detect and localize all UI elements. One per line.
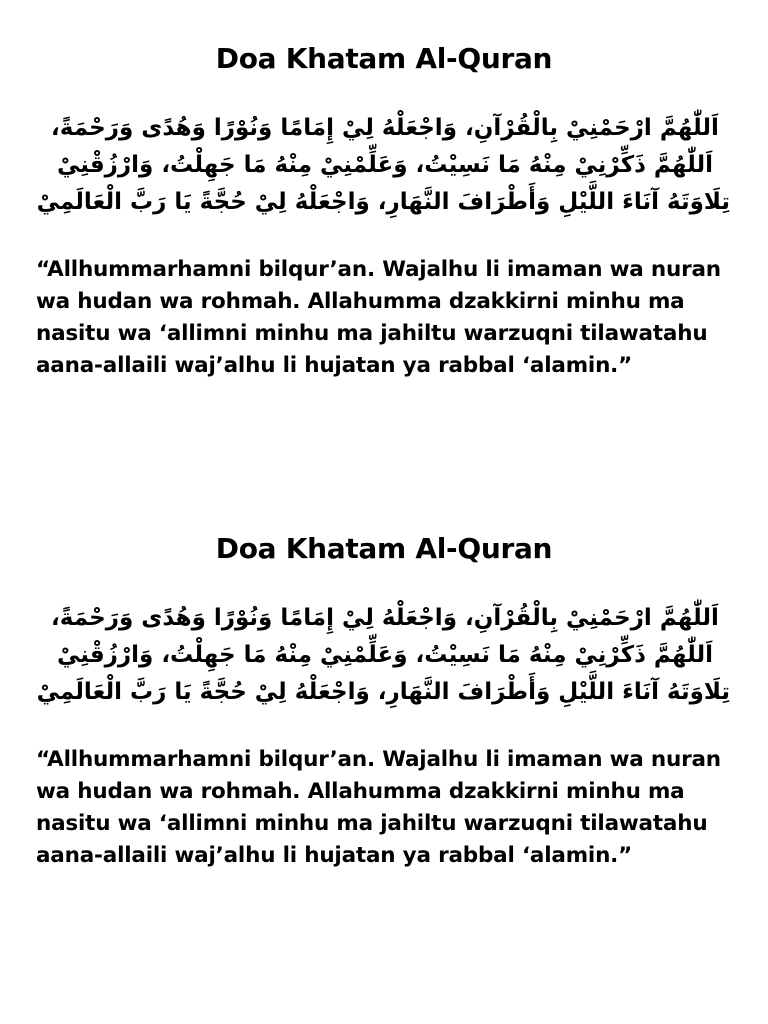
arabic-line: اَللّٰهُمَّ ذَكِّرْنِيْ مِنْهُ مَا نَسِيْتُ، وَعَلِّمْنِيْ مِنْهُ مَا جَهِلْتُ، وَارْزُقْنِيْ	[56, 642, 714, 668]
arabic-text	[36, 110, 730, 221]
prayer-title: Doa Khatam Al-Quran	[215, 532, 553, 565]
arabic-line: اَللّٰهُمَّ ارْحَمْنِيْ بِالْقُرْآنِ، وَاجْعَلْهُ لِيْ إِمَامًا وَنُوْرًا وَهُدًى وَرَحْمَةً،	[51, 115, 719, 141]
arabic-text	[36, 600, 730, 711]
arabic-line: اَللّٰهُمَّ ذَكِّرْنِيْ مِنْهُ مَا نَسِيْتُ، وَعَلِّمْنِيْ مِنْهُ مَا جَهِلْتُ، وَارْزُقْنِيْ	[56, 152, 714, 178]
prayer-card	[0, 0, 768, 470]
arabic-line: تِلَاوَتَهُ آنَاءَ اللَّيْلِ وَأَطْرَافَ النَّهَارِ، وَاجْعَلْهُ لِيْ حُجَّةً يَا رَبَّ الْعَالَمِيْ	[36, 189, 730, 215]
prayer-title: Doa Khatam Al-Quran	[215, 42, 553, 75]
prayer-card	[0, 490, 768, 960]
transliteration-text: “Allhummarhamni bilqur’an. Wajalhu li imaman wa nuran wa hudan wa rohmah. Allahumma dzakkirni minhu ma nasitu wa ‘allimni minhu ma jahiltu warzuqni tilawatahu aana-allaili waj’alhu li hujatan ya rabbal ‘alamin.”	[36, 257, 721, 378]
arabic-line: تِلَاوَتَهُ آنَاءَ اللَّيْلِ وَأَطْرَافَ النَّهَارِ، وَاجْعَلْهُ لِيْ حُجَّةً يَا رَبَّ الْعَالَمِيْ	[36, 679, 730, 705]
transliteration-text: “Allhummarhamni bilqur’an. Wajalhu li imaman wa nuran wa hudan wa rohmah. Allahumma dzakkirni minhu ma nasitu wa ‘allimni minhu ma jahiltu warzuqni tilawatahu aana-allaili waj’alhu li hujatan ya rabbal ‘alamin.”	[36, 747, 721, 868]
arabic-line: اَللّٰهُمَّ ارْحَمْنِيْ بِالْقُرْآنِ، وَاجْعَلْهُ لِيْ إِمَامًا وَنُوْرًا وَهُدًى وَرَحْمَةً،	[51, 605, 719, 631]
